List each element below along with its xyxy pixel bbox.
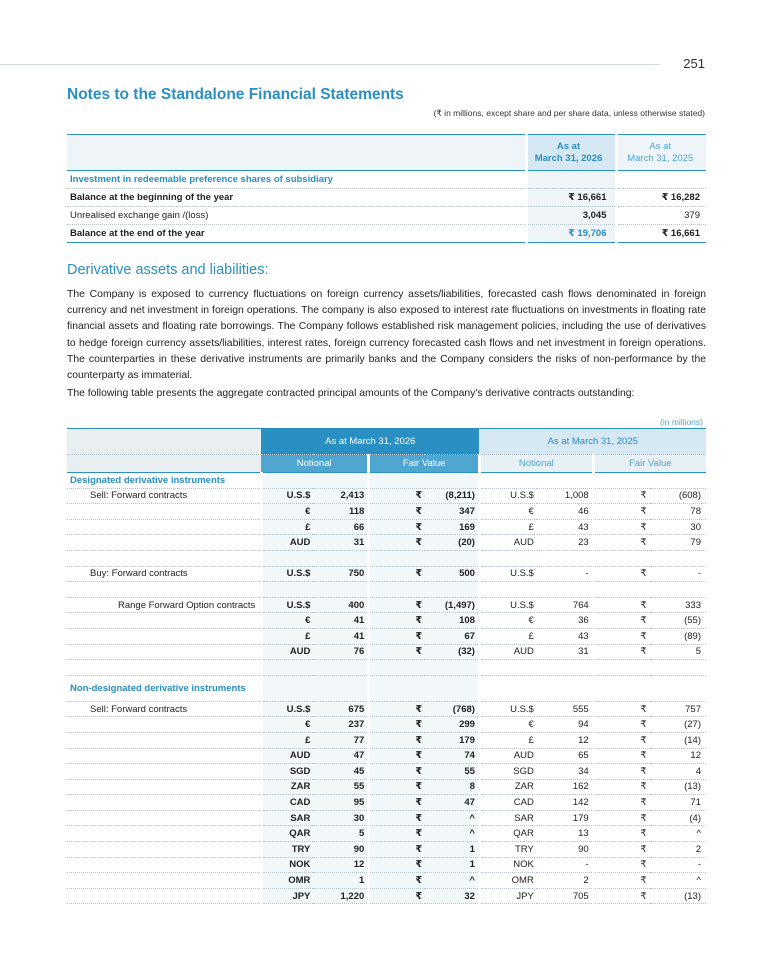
currency-2026: U.S.$ [261,566,313,582]
notional-2026: 12 [313,857,368,873]
currency-2025: U.S.$ [479,488,536,504]
row-label: Sell: Forward contracts [67,488,261,504]
value-2026: 3,045 [526,207,616,225]
table-row [67,795,706,811]
fair-value-2025: 12 [650,748,706,764]
rupee-symbol-2025: ₹ [593,748,649,764]
table-subheader [67,455,706,473]
currency-2025: TRY [479,842,536,858]
table-row [67,810,706,826]
fair-value-2025: 5 [650,644,706,660]
currency-2026: TRY [261,842,313,858]
fair-value-2025: (608) [650,488,706,504]
currency-2026: OMR [261,873,313,889]
currency-2026: AUD [261,535,313,551]
table-row [67,748,706,764]
page-number: 251 [683,56,705,71]
notional-2026: 750 [313,566,368,582]
rupee-symbol-2025: ₹ [593,732,649,748]
currency-2026: NOK [261,857,313,873]
table-row [67,207,706,225]
rupee-symbol-2025: ₹ [593,701,649,717]
fair-value-2025: ^ [650,826,706,842]
fair-value-2026: 179 [425,732,479,748]
rupee-symbol-2025: ₹ [593,628,649,644]
rupee-symbol-2026: ₹ [369,873,425,889]
rupee-symbol-2026: ₹ [369,764,425,780]
table-section-row [67,171,706,189]
table-row [67,873,706,889]
table-group-header [67,429,706,455]
row-label: Buy: Forward contracts [67,566,261,582]
table-row [67,732,706,748]
notional-2026: 1,220 [313,888,368,904]
fair-value-2026: 299 [425,717,479,733]
table-row [67,566,706,582]
fair-value-2026: (20) [425,535,479,551]
page-heading: Notes to the Standalone Financial Statements [67,86,404,103]
currency-2025: QAR [479,826,536,842]
currency-2025: U.S.$ [479,566,536,582]
fair-value-2026: 1 [425,857,479,873]
value-2025: ₹ 16,661 [616,225,706,243]
rupee-symbol-2026: ₹ [369,566,425,582]
notional-2025: 705 [537,888,593,904]
fair-value-2026: ^ [425,873,479,889]
rupee-symbol-2026: ₹ [369,644,425,660]
rupee-symbol-2026: ₹ [369,701,425,717]
notional-2025: 12 [537,732,593,748]
currency-2026: U.S.$ [261,488,313,504]
rupee-symbol-2026: ₹ [369,842,425,858]
in-millions-note: (in millions) [660,417,703,427]
notional-2025: 34 [537,764,593,780]
section-subheading: Derivative assets and liabilities: [67,262,269,278]
currency-2026: SGD [261,764,313,780]
spacer-row [67,582,706,598]
rupee-symbol-2025: ₹ [593,857,649,873]
currency-2025: AUD [479,644,536,660]
rupee-symbol-2025: ₹ [593,519,649,535]
fair-value-2026: 1 [425,842,479,858]
notional-2025: 1,008 [537,488,593,504]
currency-2025: SGD [479,764,536,780]
notional-2025: 43 [537,519,593,535]
row-label: Range Forward Option contracts [67,597,261,613]
rupee-symbol-2026: ₹ [369,779,425,795]
fair-value-2025: (89) [650,628,706,644]
fair-value-2025: (4) [650,810,706,826]
notional-2025: 43 [537,628,593,644]
currency-2025: £ [479,628,536,644]
fair-value-2026: (8,211) [425,488,479,504]
section-label: Designated derivative instruments [67,473,261,489]
header-2026: As at March 31, 2026 [526,135,616,171]
spacer-row [67,550,706,566]
fair-value-2026: ^ [425,810,479,826]
fair-value-2026: 500 [425,566,479,582]
fair-value-2025: 79 [650,535,706,551]
fair-value-2025: (55) [650,613,706,629]
table-row [67,644,706,660]
table-row [67,189,706,207]
value-2025: 379 [616,207,706,225]
notional-2025: - [537,857,593,873]
fair-value-2026: 32 [425,888,479,904]
notional-2026: 76 [313,644,368,660]
rupee-symbol-2026: ₹ [369,795,425,811]
rupee-symbol-2026: ₹ [369,810,425,826]
currency-2026: € [261,504,313,520]
rupee-symbol-2025: ₹ [593,488,649,504]
table-row [67,628,706,644]
notional-2025: 555 [537,701,593,717]
table-row [67,613,706,629]
fair-value-2025: (13) [650,888,706,904]
rupee-symbol-2026: ₹ [369,597,425,613]
row-label: Balance at the beginning of the year [67,189,526,207]
currency-2025: € [479,717,536,733]
notional-2026: 118 [313,504,368,520]
currency-2026: AUD [261,748,313,764]
fair-value-2026: ^ [425,826,479,842]
fair-value-2026: 74 [425,748,479,764]
currency-2026: CAD [261,795,313,811]
fair-value-header-2026: Fair Value [369,455,480,473]
notional-2026: 41 [313,613,368,629]
notional-2026: 30 [313,810,368,826]
table-row [67,826,706,842]
currency-2026: QAR [261,826,313,842]
notional-2026: 41 [313,628,368,644]
section-label: Investment in redeemable preference shares of subsidiary [67,171,526,189]
notional-2025: 142 [537,795,593,811]
group-header-2025: As at March 31, 2025 [479,429,706,455]
rupee-symbol-2025: ₹ [593,888,649,904]
rupee-symbol-2026: ₹ [369,717,425,733]
fair-value-2026: (1,497) [425,597,479,613]
currency-2025: ZAR [479,779,536,795]
header-2025: As at March 31, 2025 [616,135,706,171]
fair-value-2025: 71 [650,795,706,811]
rupee-symbol-2026: ₹ [369,888,425,904]
row-label: Unrealised exchange gain /(loss) [67,207,526,225]
fair-value-2026: 47 [425,795,479,811]
currency-2026: SAR [261,810,313,826]
fair-value-2025: ^ [650,873,706,889]
notional-2026: 45 [313,764,368,780]
rupee-symbol-2026: ₹ [369,488,425,504]
fair-value-2025: 4 [650,764,706,780]
rupee-symbol-2025: ₹ [593,826,649,842]
paragraph-derivatives: The Company is exposed to currency fluctuations on foreign currency assets/liabilities, forecasted cash flows denominated in foreign currency and net investment in foreign operations. The company is also exposed to interest rate fluctuations on investments in floating rate financial assets and floating rate borrowings. The Company follows established risk management policies, including the use of derivatives to hedge foreign currency assets/liabilities, interest rates, foreign currency forecasted cash flows and net investment in foreign operations. The counterparties in these derivative instruments are primarily banks and the Company considers the risks of non-performance by the counterparty as immaterial. [67,289,706,382]
rupee-symbol-2025: ₹ [593,504,649,520]
table-row [67,779,706,795]
fair-value-2026: 8 [425,779,479,795]
fair-value-2025: 757 [650,701,706,717]
rupee-symbol-2026: ₹ [369,535,425,551]
header-rule [0,64,660,65]
spacer-row [67,660,706,676]
fair-value-2025: 30 [650,519,706,535]
notional-2025: 179 [537,810,593,826]
currency-2025: U.S.$ [479,701,536,717]
rupee-symbol-2025: ₹ [593,842,649,858]
fair-value-2026: 67 [425,628,479,644]
currency-2025: € [479,613,536,629]
row-label: Balance at the end of the year [67,225,526,243]
rupee-symbol-2026: ₹ [369,504,425,520]
currency-2025: £ [479,732,536,748]
rupee-symbol-2025: ₹ [593,764,649,780]
fair-value-2026: (768) [425,701,479,717]
table-row [67,488,706,504]
currency-2026: £ [261,628,313,644]
notional-2025: 90 [537,842,593,858]
currency-2025: SAR [479,810,536,826]
notional-2026: 77 [313,732,368,748]
currency-2025: £ [479,519,536,535]
table-row [67,519,706,535]
notional-2026: 675 [313,701,368,717]
rupee-symbol-2025: ₹ [593,566,649,582]
currency-2025: JPY [479,888,536,904]
paragraph-table-intro: The following table presents the aggregate contracted principal amounts of the Company's derivative contracts outstanding: [67,388,635,399]
fair-value-2026: 108 [425,613,479,629]
value-2026: ₹ 19,706 [526,225,616,243]
notional-2026: 2,413 [313,488,368,504]
fair-value-2025: (14) [650,732,706,748]
rupee-symbol-2026: ₹ [369,857,425,873]
rupee-symbol-2025: ₹ [593,795,649,811]
currency-2026: £ [261,732,313,748]
rupee-symbol-2026: ₹ [369,628,425,644]
notional-2026: 55 [313,779,368,795]
table-row [67,535,706,551]
header-blank [67,135,526,171]
fair-value-2025: - [650,566,706,582]
rupee-symbol-2025: ₹ [593,644,649,660]
notional-header-2025: Notional [479,455,593,473]
value-2026: ₹ 16,661 [526,189,616,207]
table-row [67,857,706,873]
notional-2025: 36 [537,613,593,629]
notional-2025: 13 [537,826,593,842]
notional-2026: 90 [313,842,368,858]
currency-2026: € [261,717,313,733]
notional-2025: 31 [537,644,593,660]
currency-2026: ZAR [261,779,313,795]
table-row [67,888,706,904]
fair-value-2026: 169 [425,519,479,535]
notional-2025: 46 [537,504,593,520]
rupee-symbol-2025: ₹ [593,597,649,613]
notional-2025: 65 [537,748,593,764]
derivatives-table [67,428,706,904]
rupee-symbol-2025: ₹ [593,717,649,733]
currency-2025: NOK [479,857,536,873]
fair-value-2026: 55 [425,764,479,780]
fair-value-2025: 78 [650,504,706,520]
notional-2025: 23 [537,535,593,551]
notional-2025: 764 [537,597,593,613]
rupee-symbol-2026: ₹ [369,748,425,764]
currency-2026: £ [261,519,313,535]
currency-2025: CAD [479,795,536,811]
currency-2025: U.S.$ [479,597,536,613]
fair-value-2025: 2 [650,842,706,858]
currency-2026: U.S.$ [261,701,313,717]
rupee-symbol-2026: ₹ [369,826,425,842]
currency-2025: AUD [479,535,536,551]
section-label: Non-designated derivative instruments [67,675,261,701]
fair-value-2025: 333 [650,597,706,613]
notional-2025: 162 [537,779,593,795]
fair-value-2026: 347 [425,504,479,520]
value-2025: ₹ 16,282 [616,189,706,207]
notional-2026: 31 [313,535,368,551]
table-header-row [67,135,706,171]
notional-2026: 237 [313,717,368,733]
notional-2026: 1 [313,873,368,889]
section-row [67,473,706,489]
fair-value-2026: (32) [425,644,479,660]
table-row [67,225,706,243]
rupee-symbol-2026: ₹ [369,613,425,629]
currency-2026: JPY [261,888,313,904]
row-label: Sell: Forward contracts [67,701,261,717]
notional-2026: 66 [313,519,368,535]
notional-2025: - [537,566,593,582]
rupee-symbol-2025: ₹ [593,535,649,551]
currency-2026: AUD [261,644,313,660]
table-row [67,764,706,780]
group-header-2026: As at March 31, 2026 [261,429,479,455]
table-row [67,504,706,520]
fair-value-2025: (13) [650,779,706,795]
rupee-symbol-2025: ₹ [593,779,649,795]
preference-shares-table [67,134,706,243]
rupee-symbol-2025: ₹ [593,873,649,889]
table-row [67,701,706,717]
rupee-symbol-2026: ₹ [369,732,425,748]
table-row [67,597,706,613]
fair-value-header-2025: Fair Value [593,455,706,473]
currency-2025: OMR [479,873,536,889]
rupee-symbol-2026: ₹ [369,519,425,535]
rupee-symbol-2025: ₹ [593,613,649,629]
currency-2026: U.S.$ [261,597,313,613]
notional-2025: 2 [537,873,593,889]
notional-2025: 94 [537,717,593,733]
notional-2026: 47 [313,748,368,764]
table-row [67,842,706,858]
fair-value-2025: (27) [650,717,706,733]
notional-header-2026: Notional [261,455,369,473]
notional-2026: 400 [313,597,368,613]
fair-value-2025: - [650,857,706,873]
currency-2025: AUD [479,748,536,764]
units-note: (₹ in millions, except share and per share data, unless otherwise stated) [433,108,705,118]
currency-2026: € [261,613,313,629]
rupee-symbol-2025: ₹ [593,810,649,826]
table-row [67,717,706,733]
section-row [67,675,706,701]
currency-2025: € [479,504,536,520]
notional-2026: 95 [313,795,368,811]
notional-2026: 5 [313,826,368,842]
